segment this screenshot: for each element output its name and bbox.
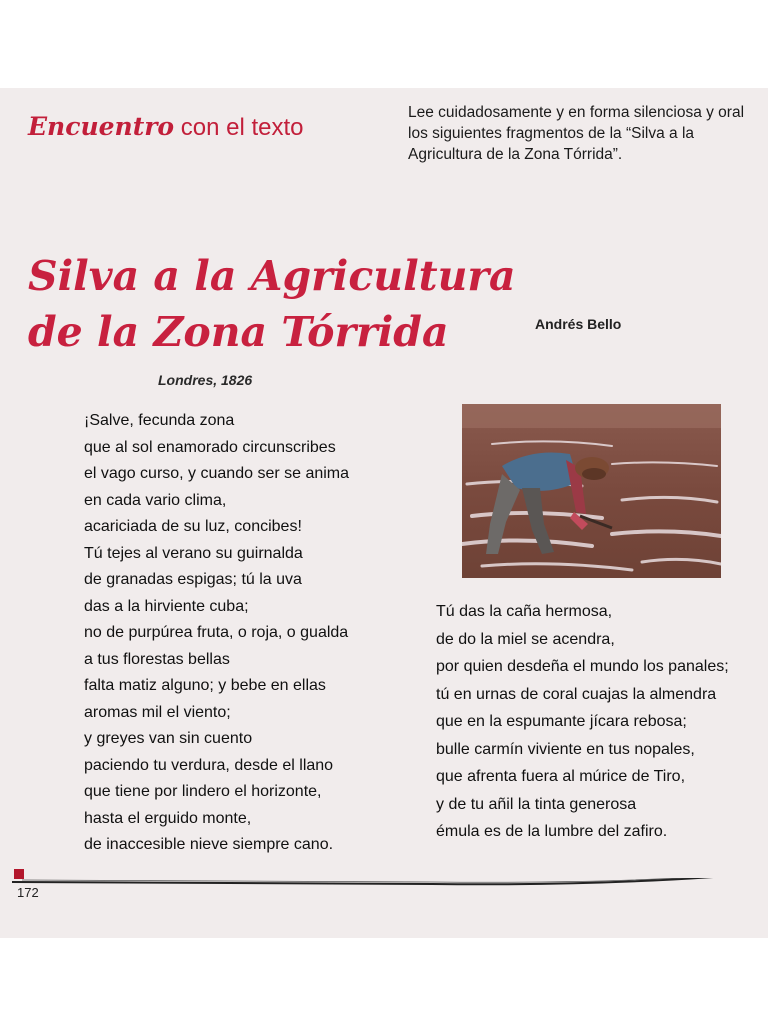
section-heading-accent: Encuentro: [28, 112, 175, 141]
section-heading: [28, 112, 304, 142]
textbook-page: [0, 88, 768, 938]
section-heading-rest: con el texto: [174, 114, 304, 141]
poem-line: acariciada de su luz, concibes!: [84, 518, 302, 535]
poem-line: de inaccesible nieve siempre cano.: [84, 836, 334, 853]
poem-line: que en la espumante jícara rebosa;: [436, 713, 687, 730]
poem-line: por quien desdeña el mundo los panales;: [436, 658, 729, 675]
poem-place-date: Londres, 1826: [158, 372, 253, 388]
poem-line: Tú tejes al verano su guirnalda: [84, 544, 303, 562]
poem-title-line-1: Silva a la Agricultura: [28, 252, 516, 300]
poem-line: y greyes van sin cuento: [84, 730, 253, 747]
poem-line: que afrenta fuera al múrice de Tiro,: [436, 768, 686, 785]
poem-title: [28, 248, 516, 360]
poem-line: de do la miel se acendra,: [436, 630, 615, 648]
page-number: 172: [17, 885, 39, 900]
poem-line: de granadas espigas; tú la uva: [84, 571, 302, 588]
poem-line: paciendo tu verdura, desde el llano: [84, 756, 334, 774]
poem-line: el vago curso, y cuando ser se anima: [84, 465, 350, 482]
poem-line: a tus florestas bellas: [84, 650, 230, 668]
poem-left-column: [84, 408, 404, 859]
poem-line: no de purpúrea fruta, o roja, o gualda: [84, 624, 349, 641]
farmer-field-photo: [462, 404, 721, 578]
reading-instructions: Lee cuidadosamente y en forma silenciosa y oral los siguientes fragmentos de la “Silva a la Agricultura de la Zona Tórrida”.: [408, 104, 745, 163]
poem-line: ¡Salve, fecunda zona: [84, 412, 235, 429]
poem-line: hasta el erguido monte,: [84, 809, 252, 827]
poem-line: Tú das la caña hermosa,: [436, 603, 613, 620]
poem-line: tú en urnas de coral cuajas la almendra: [436, 685, 717, 703]
poem-line: que tiene por lindero el horizonte,: [84, 783, 322, 800]
poem-line: aromas mil el viento;: [84, 703, 231, 721]
poem-line: en cada vario clima,: [84, 491, 227, 509]
poem-title-line-2: de la Zona Tórrida: [28, 308, 449, 356]
poem-line: émula es de la lumbre del zafiro.: [436, 823, 668, 840]
poem-author: Andrés Bello: [535, 316, 622, 332]
poem-line: que al sol enamorado circunscribes: [84, 438, 336, 456]
poem-line: falta matiz alguno; y bebe en ellas: [84, 677, 326, 694]
poem-right-column: [436, 598, 766, 846]
poem-line: das a la hirviente cuba;: [84, 597, 249, 615]
poem-line: bulle carmín viviente en tus nopales,: [436, 740, 695, 758]
poem-line: y de tu añil la tinta generosa: [436, 795, 637, 813]
footer-rule: [12, 878, 768, 908]
farmer-field-illustration: [462, 404, 721, 578]
